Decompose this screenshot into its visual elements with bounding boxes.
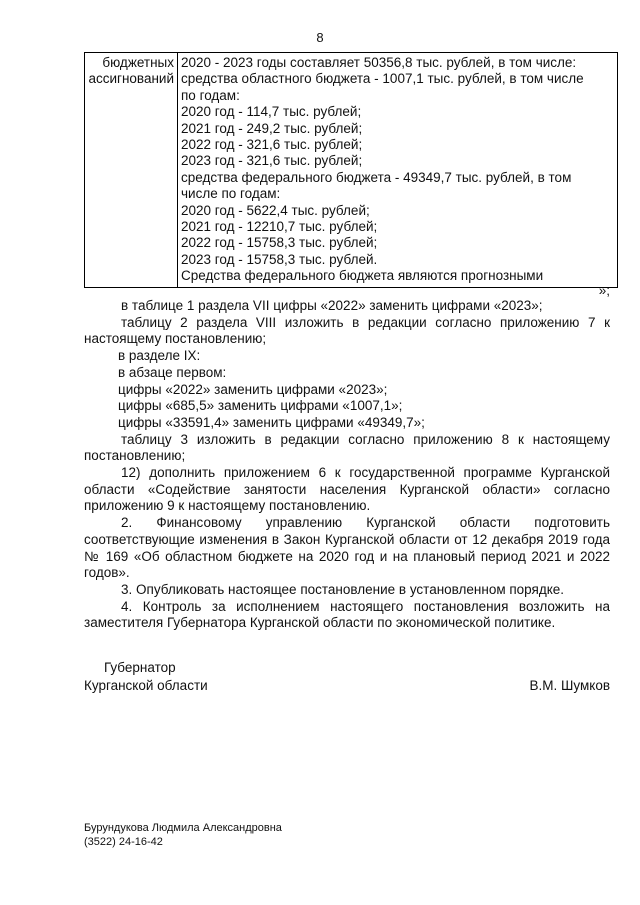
table-content-cell — [178, 53, 618, 288]
label-line: бюджетных — [102, 55, 174, 70]
paragraph: цифры «685,5» заменить цифрами «1007,1»; — [118, 398, 403, 414]
content-line: средства федерального бюджета - 49349,7 тыс. рублей, в том — [181, 169, 572, 185]
budget-table — [84, 52, 618, 288]
label-line: ассигнований — [88, 71, 174, 87]
signature-name: В.М. Шумков — [529, 678, 610, 693]
closing-quote: »; — [598, 283, 610, 298]
paragraph: 3. Опубликовать настоящее постановление в установленном порядке. — [121, 581, 565, 597]
content-line: 2022 год - 321,6 тыс. рублей; — [181, 137, 363, 153]
paragraph: в таблице 1 раздела VII цифры «2022» заменить цифрами «2023»; — [121, 298, 543, 313]
paragraph: таблицу 2 раздела VIII изложить в редакции согласно приложению 7 к настоящему постановлению; — [84, 314, 610, 347]
page-number: 8 — [316, 30, 324, 45]
content-line: Средства федерального бюджета являются прогнозными — [181, 268, 544, 284]
content-line: 2023 год - 321,6 тыс. рублей; — [181, 153, 363, 169]
content-line: 2020 год - 114,7 тыс. рублей; — [181, 104, 362, 120]
content-line: 2021 год - 12210,7 тыс. рублей; — [181, 219, 378, 235]
paragraph: 4. Контроль за исполнением настоящего постановления возложить на заместителя Губернатора Курганской области по экономической политике. — [84, 598, 610, 631]
paragraph: цифры «2022» заменить цифрами «2023»; — [118, 381, 388, 397]
paragraph: 2. Финансовому управлению Курганской области подготовить соответствующие изменения в Закон Курганской области от 12 декабря 2019 года № 169 «Об областном бюджете на 2020 год и на плановый период 2021 и 2022 годов». — [84, 515, 610, 581]
table-label-cell — [85, 53, 178, 288]
content-line: 2021 год - 249,2 тыс. рублей; — [181, 120, 363, 136]
paragraph: 12) дополнить приложением 6 к государственной программе Курганской области «Содействие занятости населения Курганской области» согласно приложению 9 к настоящему постановлению. — [84, 465, 610, 514]
content-line: по годам: — [181, 87, 240, 103]
executor-name: Бурундукова Людмила Александровна — [84, 822, 282, 834]
paragraph: цифры «33591,4» заменить цифрами «49349,7»; — [118, 414, 425, 430]
paragraph: таблицу 3 изложить в редакции согласно приложению 8 к настоящему постановлению; — [84, 431, 610, 464]
signature-region: Курганской области — [84, 678, 208, 693]
content-line: 2020 год - 5622,4 тыс. рублей; — [181, 202, 370, 218]
paragraph: в разделе IX: — [118, 348, 201, 364]
document-body — [84, 298, 610, 632]
content-line: 2023 год - 15758,3 тыс. рублей. — [181, 251, 378, 267]
signature-title: Губернатор — [104, 660, 176, 675]
table-row — [85, 53, 618, 288]
content-line: 2020 - 2023 годы составляет 50356,8 тыс. рублей, в том числе: — [181, 55, 577, 70]
content-line: 2022 год - 15758,3 тыс. рублей; — [181, 235, 378, 251]
paragraph: в абзаце первом: — [118, 364, 227, 380]
executor-phone: (3522) 24-16-42 — [84, 836, 163, 848]
content-line: числе по годам: — [181, 186, 281, 202]
content-line: средства областного бюджета - 1007,1 тыс. рублей, в том числе — [181, 71, 584, 87]
